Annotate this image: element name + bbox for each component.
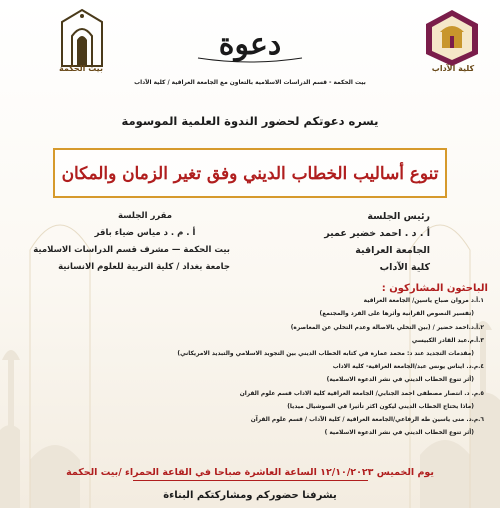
chair-name: أ . د . احمد خضير عمير (324, 228, 430, 239)
logo-left-caption: بيت الحكمة (59, 64, 103, 73)
seminar-title: تنوع أساليب الخطاب الديني وفق تغير الزمان والمكان (61, 163, 439, 183)
seminar-title-box (53, 148, 447, 198)
closing-thanks: يشرفنا حضوركم ومشاركتكم البناءة (163, 490, 337, 501)
participant-topic: (أثر تنوع الخطاب الديني في نشر الدعوة الاسلامية) (326, 377, 474, 384)
dawa-calligraphy-logo (190, 18, 310, 66)
logo-right-caption: كلية الآداب (431, 64, 475, 73)
rapporteur-label: مقرر الجلسة (117, 211, 173, 221)
participants-list (10, 282, 488, 440)
rapporteur-affiliation-2: جامعة بغداد / كلية التربية للعلوم الانسانية (58, 262, 230, 272)
bayt-al-hikma-logo-icon (58, 8, 106, 72)
participant-line: ٥.م. د. انتصار مصطفى احمد الجنابي/ الجامعة العراقية كلية الاداب قسم علوم القران (239, 390, 484, 397)
chair-affiliation-1: الجامعة العراقية (355, 245, 430, 256)
event-date-line (0, 467, 500, 481)
participant-topic: (ماذا يحتاج الخطاب الديني ليكون اكثر تأثيرا في السوشيال ميديا) (287, 403, 474, 410)
organizers-title: بيت الحكمة - قسم الدراسات الاسلامية بالتعاون مع الجامعة العراقية / كلية الآداب (134, 80, 366, 86)
participants-heading: الباحثون المشاركون : (381, 283, 488, 294)
rapporteur-name: أ . م . د مياس ضياء باقر (94, 228, 196, 238)
participant-topic: (أثر تنوع الخطاب الديني في نشر الدعوة الاسلامية ) (324, 430, 474, 437)
participant-line: ١.أ.د مروان صباح ياسين/ الجامعة العراقية (363, 298, 484, 305)
participant-line: ٦.م.د. منى ياسين طه الرفاعي/الجامعة العراقية / كلية الآداب / قسم علوم القرآن (250, 417, 484, 424)
chair-label: رئيس الجلسة (367, 211, 430, 222)
session-rapporteur (33, 208, 230, 276)
event-date-text: يوم الخميس ١٢/١٠/٢٠٢٣ الساعة العاشرة صباحا في القاعة الحمراء /بيت الحكمة (66, 467, 434, 478)
participant-line: ٢.أ.د.احمد خضير / (بين التخلي بالاصالة وعدم التخلي عن المعاصرة) (290, 324, 484, 331)
chair-affiliation-2: كلية الآداب (379, 262, 430, 273)
rapporteur-affiliation-1: بيت الحكمة — مشرف قسم الدراسات الاسلامية (33, 245, 230, 255)
participant-line: ٣.أ.م.عبد القادر الكبيسي (411, 337, 484, 344)
header (0, 4, 500, 74)
session-chair (260, 208, 430, 276)
participant-line: ٤.م.د. ايناس يونس عبد/الجامعة العراقية- كلية الاداب (332, 364, 484, 371)
dawa-calligraphy-text: دعوة (218, 27, 282, 62)
participant-topic: (تفسير النصوص القرانية وأثرها على الفرد والمجتمع) (319, 311, 474, 318)
date-underline (133, 480, 368, 481)
participant-topic: (مقدمات التجديد عند د: محمد عمارة في كتابه الخطاب الديني بين التجويد الاسلامي والتبديد الامريكاني) (177, 351, 474, 358)
invite-text: يسره دعوتكم لحضور الندوة العلمية الموسومة (121, 114, 379, 128)
college-of-arts-logo-icon (422, 8, 482, 68)
